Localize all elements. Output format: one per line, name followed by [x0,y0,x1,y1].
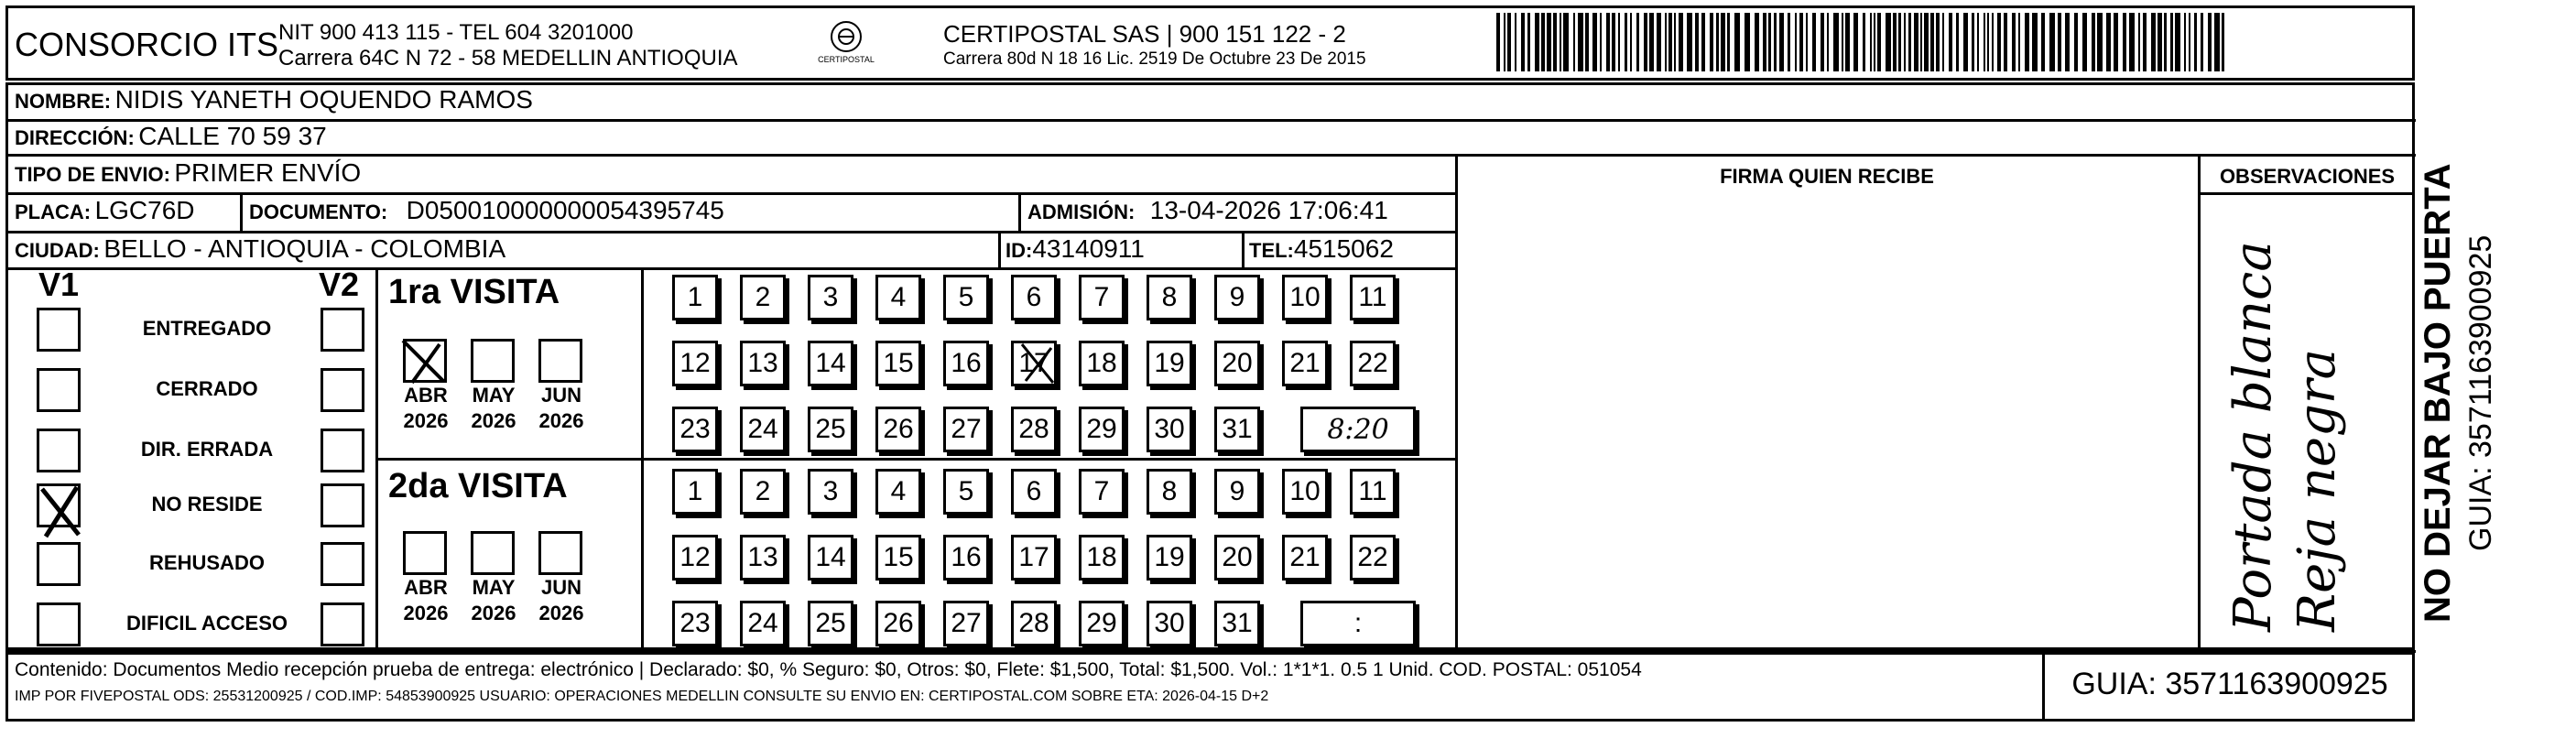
barcode-bar [1942,13,1944,71]
v1-check-mark [37,483,82,535]
barcode-bar [1898,13,1901,71]
visit2-month-label [529,575,593,626]
admision-cell [1027,196,1388,225]
visit1-day-box[interactable]: 10 [1282,275,1328,320]
placa-value: LGC76D [94,196,195,224]
documento-cell [249,196,724,225]
svg-text:CERTIPOSTAL: CERTIPOSTAL [818,55,875,64]
visit2-day-box[interactable]: 31 [1214,601,1260,646]
barcode-bar [1701,13,1705,71]
visit2-day-box[interactable]: 5 [943,469,989,515]
barcode-bar [1799,13,1803,71]
tel-label: TEL: [1249,239,1294,262]
barcode-bar [2184,13,2186,71]
visit1-day-box[interactable]: 18 [1079,341,1125,386]
visit1-day-box[interactable]: 20 [1214,341,1260,386]
visit2-day-box[interactable]: 20 [1214,535,1260,581]
visit2-day-box[interactable]: 14 [808,535,853,581]
month-name: MAY [472,384,516,407]
tipo-label: TIPO DE ENVIO: [15,163,170,186]
visit1-day-box[interactable]: 3 [808,275,853,320]
barcode-bar [1600,13,1602,71]
visit1-day-box[interactable]: 26 [875,407,921,452]
v1-status-checkbox[interactable] [37,542,81,586]
v2-status-checkbox[interactable] [321,483,364,527]
visit1-title: 1ra VISITA [388,273,560,311]
barcode-bar [1930,13,1934,71]
barcode-bar [2049,13,2055,71]
barcode-bar [2004,13,2007,71]
barcode-bar [1893,13,1897,71]
barcode-bar [1853,13,1858,71]
visit2-day-box[interactable]: 26 [875,601,921,646]
v2-label: V2 [319,266,360,303]
visit2-day-box[interactable]: 23 [672,601,718,646]
nombre-value: NIDIS YANETH OQUENDO RAMOS [114,85,533,114]
barcode-bar [1924,13,1929,71]
visit1-day-box[interactable]: 13 [740,341,786,386]
barcode-bar [2151,13,2156,71]
visit2-day-box[interactable]: 6 [1011,469,1057,515]
visit2-day-box[interactable]: 9 [1214,469,1260,515]
barcode-bar [2175,13,2180,71]
barcode-bar [1695,13,1699,71]
status-label: REHUSADO [149,551,265,574]
barcode-bar [1578,13,1583,71]
side-warning: NO DEJAR BAJO PUERTA [2418,163,2458,623]
barcode-bar [1984,13,1985,71]
visit2-day-box[interactable]: 24 [740,601,786,646]
month-name: JUN [540,576,582,599]
barcode-bar [1585,13,1589,71]
barcode-bar [2164,13,2167,71]
visit2-day-box[interactable]: 1 [672,469,718,515]
barcode [1496,13,2229,71]
status-label: CERRADO [156,377,258,400]
month-year: 2026 [471,602,516,624]
barcode-bar [1992,13,1994,71]
id-cell [1005,234,1145,264]
barcode-bar [1687,13,1692,71]
month-year: 2026 [538,602,584,624]
barcode-bar [1997,13,2001,71]
barcode-bar [1507,13,1511,71]
visit2-time-box[interactable]: : [1300,601,1416,646]
visit2-month-checkbox[interactable] [471,531,515,575]
barcode-bar [1774,13,1777,71]
barcode-bar [1618,13,1620,71]
barcode-bar [1904,13,1906,71]
visit2-day-box[interactable]: 16 [943,535,989,581]
visit1-month-checkbox[interactable] [538,339,582,383]
barcode-bar [1679,13,1683,71]
visit1-day-box[interactable]: 24 [740,407,786,452]
ciudad-cell [15,234,505,264]
barcode-bar [1806,13,1808,71]
visit2-day-box[interactable]: 8 [1147,469,1192,515]
barcode-bar [2041,13,2045,71]
barcode-bar [1657,13,1661,71]
visit1-day-box[interactable]: 15 [875,341,921,386]
tel-value: 4515062 [1293,234,1394,263]
barcode-bar [2097,13,2103,71]
barcode-bar [1563,13,1569,71]
carrier-name: CERTIPOSTAL SAS | 900 151 122 - 2 [943,20,1346,48]
barcode-bar [1553,13,1557,71]
barcode-bar [1956,13,1959,71]
tipo-row [15,158,361,188]
visit2-title: 2da VISITA [388,467,568,505]
visit2-day-box[interactable]: 19 [1147,535,1192,581]
barcode-bar [1977,13,1979,71]
footer-guia: GUIA: 3571163900925 [2071,667,2388,701]
visit1-day-box[interactable]: 17 [1011,341,1057,386]
visit1-day-box[interactable]: 14 [808,341,853,386]
barcode-bar [2129,13,2135,71]
direccion-row [15,122,327,151]
visit1-month-checkbox[interactable] [471,339,515,383]
barcode-bar [1716,13,1719,71]
day-check-mark [1015,339,1060,393]
barcode-bar [1755,13,1759,71]
barcode-bar [1630,13,1632,71]
nombre-row [15,85,533,114]
barcode-bar [1821,13,1824,71]
v1-status-checkbox[interactable] [37,602,81,646]
admision-value: 13-04-2026 17:06:41 [1149,196,1388,224]
visit1-day-box[interactable]: 8 [1147,275,1192,320]
visit1-day-box[interactable]: 5 [943,275,989,320]
visit2-day-box[interactable]: 21 [1282,535,1328,581]
barcode-bar [1721,13,1725,71]
visit1-day-box[interactable]: 4 [875,275,921,320]
id-label: ID: [1005,239,1033,262]
visit2-day-box[interactable]: 17 [1011,535,1057,581]
barcode-bar [1914,13,1918,71]
barcode-bar [1541,13,1545,71]
visit1-day-box[interactable]: 19 [1147,341,1192,386]
barcode-bar [2138,13,2140,71]
barcode-bar [2208,13,2212,71]
visit2-month-label [462,575,526,626]
id-value: 43140911 [1032,234,1145,263]
visit1-month-label [529,383,593,434]
barcode-bar [1636,13,1639,71]
barcode-bar [1649,13,1654,71]
placa-label: PLACA: [15,201,92,223]
barcode-bar [1573,13,1575,71]
documento-value: D050010000000054395745 [406,196,724,224]
barcode-bar [1768,13,1771,71]
barcode-bar [2194,13,2197,71]
visit2-month-label [394,575,458,626]
v2-status-checkbox[interactable] [321,308,364,352]
barcode-bar [1827,13,1829,71]
barcode-bar [2032,13,2038,71]
ciudad-label: CIUDAD: [15,239,100,262]
visit1-day-box[interactable]: 6 [1011,275,1057,320]
firma-header: FIRMA QUIEN RECIBE [1720,165,1934,188]
admision-label: ADMISIÓN: [1027,201,1136,223]
barcode-bar [1788,13,1790,71]
visit1-day-box[interactable]: 23 [672,407,718,452]
barcode-bar [1763,13,1766,71]
visit1-day-box[interactable]: 2 [740,275,786,320]
barcode-bar [1972,13,1974,71]
barcode-bar [1908,13,1911,71]
visit2-day-box[interactable]: 27 [943,601,989,646]
observaciones-handwriting-2: Reja negra [2288,348,2347,632]
v2-status-checkbox[interactable] [321,542,364,586]
v1-status-checkbox[interactable] [37,368,81,412]
barcode-bar [2074,13,2078,71]
barcode-bar [1870,13,1872,71]
barcode-bar [1745,13,1750,71]
barcode-bar [1949,13,1952,71]
visit2-month-checkbox[interactable] [403,531,447,575]
month-name: ABR [404,576,448,599]
barcode-bar [1842,13,1843,71]
barcode-bar [1668,13,1672,71]
visit2-day-box[interactable]: 22 [1350,535,1396,581]
barcode-bar [1547,13,1551,71]
visit1-day-box[interactable]: 21 [1282,341,1328,386]
visit1-day-box[interactable]: 7 [1079,275,1125,320]
visit2-day-box[interactable]: 25 [808,601,853,646]
v2-status-checkbox[interactable] [321,429,364,472]
barcode-bar [2143,13,2147,71]
status-label: NO RESIDE [151,493,263,516]
v1-status-checkbox[interactable] [37,429,81,472]
barcode-bar [2123,13,2126,71]
month-name: JUN [540,384,582,407]
month-name: ABR [404,384,448,407]
company-nit: NIT 900 413 115 - TEL 604 3201000 [278,20,634,45]
barcode-bar [1936,13,1940,71]
visit2-day-box[interactable]: 2 [740,469,786,515]
barcode-bar [2222,13,2224,71]
visit1-day-box[interactable]: 12 [672,341,718,386]
barcode-bar [1612,13,1615,71]
month-name: MAY [472,576,516,599]
barcode-bar [2082,13,2087,71]
v1-label: V1 [38,266,80,303]
barcode-bar [1644,13,1647,71]
barcode-bar [1521,13,1525,71]
barcode-bar [2018,13,2020,71]
visit2-day-box[interactable]: 4 [875,469,921,515]
barcode-bar [1710,13,1713,71]
barcode-bar [1674,13,1676,71]
footer-contenido: Contenido: Documentos Medio recepción prueba de entrega: electrónico | Declarado: $0, % Seguro: $0, Otros: $0, Flete: $1,500, Total: $1,500. Vol.: 1*1*1. 0.5 1 Unid. COD. POSTAL: 051054 [15,659,1642,680]
barcode-bar [2170,13,2173,71]
company-name: CONSORCIO ITS [15,26,279,63]
visit1-month-label [462,383,526,434]
barcode-bar [1920,13,1922,71]
barcode-bar [2214,13,2220,71]
visit2-day-box[interactable]: 10 [1282,469,1328,515]
barcode-bar [2012,13,2016,71]
documento-label: DOCUMENTO: [249,201,388,223]
month-year: 2026 [403,409,449,432]
visit2-day-box[interactable]: 30 [1147,601,1192,646]
visit2-day-box[interactable]: 12 [672,535,718,581]
barcode-bar [2025,13,2029,71]
month-year: 2026 [471,409,516,432]
side-guia: GUIA: 3571163900925 [2463,234,2498,551]
placa-cell [15,196,195,225]
visit1-day-box[interactable]: 25 [808,407,853,452]
month-year: 2026 [538,409,584,432]
barcode-bar [1987,13,1989,71]
barcode-bar [1886,13,1891,71]
visit1-day-box[interactable]: 22 [1350,341,1396,386]
observaciones-header: OBSERVACIONES [2219,165,2396,188]
visit2-day-box[interactable]: 28 [1011,601,1057,646]
direccion-value: CALLE 70 59 37 [138,122,327,150]
barcode-bar [1877,13,1881,71]
v2-status-checkbox[interactable] [321,602,364,646]
barcode-bar [1734,13,1740,71]
status-label: DIFICIL ACCESO [125,612,288,635]
visit1-day-box[interactable]: 16 [943,341,989,386]
visit2-day-box[interactable]: 7 [1079,469,1125,515]
company-address: Carrera 64C N 72 - 58 MEDELLIN ANTIOQUIA [278,46,738,71]
direccion-label: DIRECCIÓN: [15,126,135,149]
status-label: DIR. ERRADA [140,438,274,461]
visit1-day-box[interactable]: 9 [1214,275,1260,320]
visit2-day-box[interactable]: 15 [875,535,921,581]
barcode-bar [1845,13,1850,71]
barcode-bar [1504,13,1505,71]
barcode-bar [1560,13,1561,71]
visit2-day-box[interactable]: 11 [1350,469,1396,515]
observaciones-handwriting-1: Portada blanca [2223,241,2283,632]
barcode-bar [1515,13,1516,71]
visit2-day-box[interactable]: 3 [808,469,853,515]
visit1-day-box[interactable]: 1 [672,275,718,320]
visit1-day-box[interactable]: 11 [1350,275,1396,320]
barcode-bar [2201,13,2203,71]
barcode-bar [1795,13,1797,71]
barcode-bar [1779,13,1784,71]
v2-status-checkbox[interactable] [321,368,364,412]
barcode-bar [2114,13,2118,71]
barcode-bar [1874,13,1875,71]
barcode-bar [1496,13,1500,71]
visit1-time-box[interactable]: 8:20 [1300,407,1416,452]
nombre-label: NOMBRE: [15,90,112,113]
v1-status-checkbox[interactable] [37,308,81,352]
barcode-bar [2058,13,2061,71]
visit2-month-checkbox[interactable] [538,531,582,575]
status-label: ENTREGADO [142,317,272,340]
barcode-bar [1665,13,1667,71]
footer-imp: IMP POR FIVEPOSTAL ODS: 25531200925 / COD.IMP: 54853900925 USUARIO: OPERACIONES MEDELLIN CONSULTE SU ENVIO EN: CERTIPOSTAL.COM SOBRE ETA: 2026-04-15 D+2 [15,689,1269,704]
visit2-day-box[interactable]: 13 [740,535,786,581]
barcode-bar [1727,13,1730,71]
barcode-bar [1592,13,1597,71]
barcode-bar [2065,13,2070,71]
barcode-bar [1833,13,1839,71]
barcode-bar [1606,13,1610,71]
barcode-bar [1863,13,1865,71]
visit1-day-box[interactable]: 30 [1147,407,1192,452]
abr-check-mark [399,337,451,393]
barcode-bar [2189,13,2190,71]
barcode-bar [1963,13,1968,71]
visit1-day-box[interactable]: 31 [1214,407,1260,452]
barcode-bar [1625,13,1627,71]
visit2-day-box[interactable]: 18 [1079,535,1125,581]
visit1-day-box[interactable]: 27 [943,407,989,452]
barcode-bar [1527,13,1530,71]
barcode-bar [2106,13,2111,71]
barcode-bar [1812,13,1816,71]
barcode-bar [2158,13,2162,71]
barcode-bar [1535,13,1539,71]
visit2-day-box[interactable]: 29 [1079,601,1125,646]
month-year: 2026 [403,602,449,624]
tel-cell [1249,234,1394,264]
carrier-license: Carrera 80d N 18 16 Lic. 2519 De Octubre 23 De 2015 [943,49,1366,69]
certipostal-logo [813,18,879,70]
visit1-day-box[interactable]: 29 [1079,407,1125,452]
ciudad-value: BELLO - ANTIOQUIA - COLOMBIA [103,234,506,263]
tipo-value: PRIMER ENVÍO [174,158,362,187]
barcode-bar [2092,13,2095,71]
visit1-day-box[interactable]: 28 [1011,407,1057,452]
